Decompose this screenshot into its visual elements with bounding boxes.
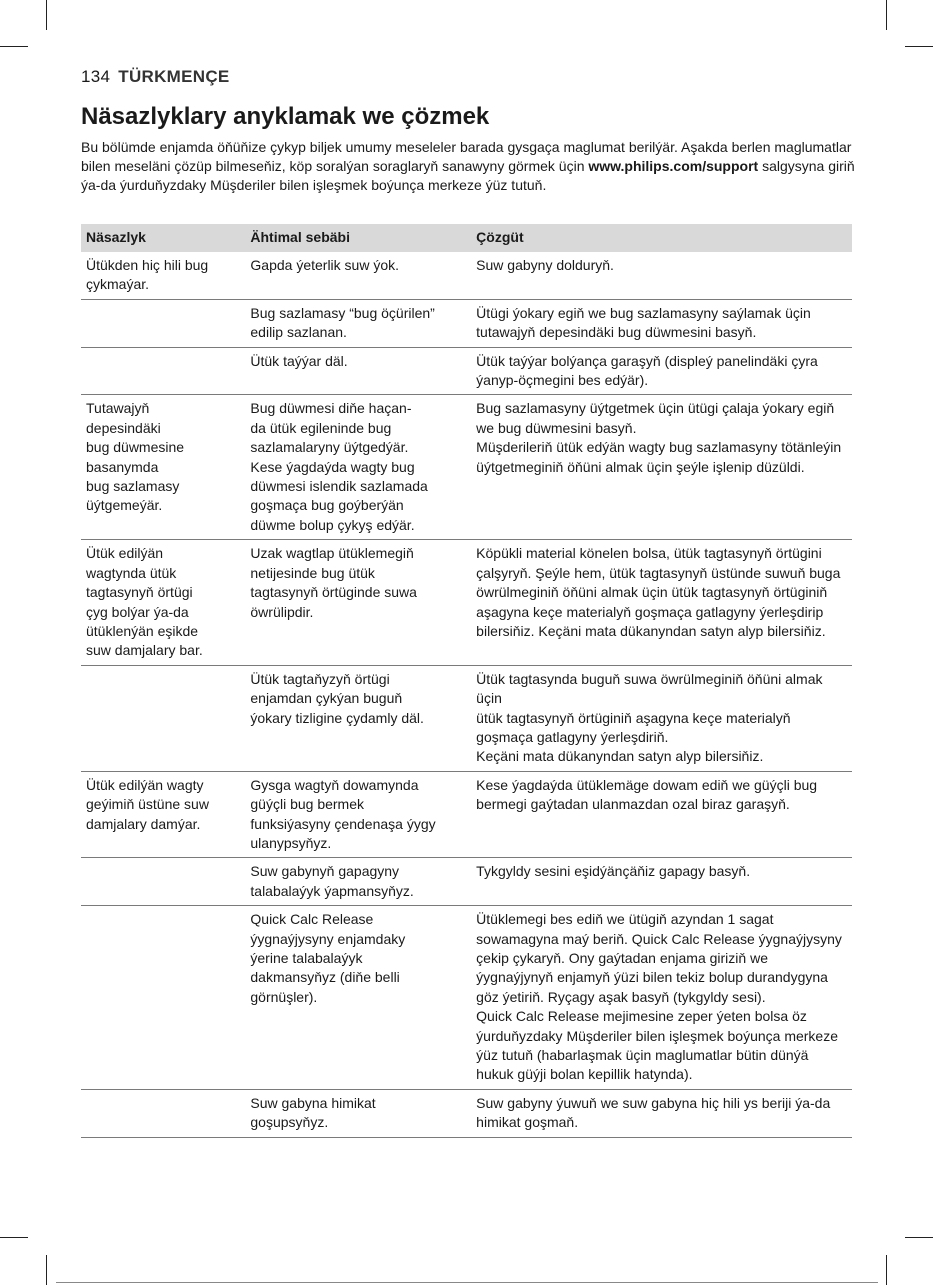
cause-cell: Uzak wagtlap ütüklemegiň netijesinde bug ütük tagtasynyň örtüginde suwa öwrülipdir. (245, 540, 471, 665)
table-row (81, 252, 852, 299)
table-row (81, 347, 852, 395)
page-header (81, 67, 230, 87)
solution-cell: Ütügi ýokary egiň we bug sazlamasyny saýlamak üçin tutawajyň depesindäki bug düwmesini basyň. (471, 299, 852, 347)
table-row (81, 395, 852, 540)
solution-cell: Ütük taýýar bolýança garaşyň (displeý panelindäki çyra ýanyp-öçmegini bes edýär). (471, 347, 852, 395)
crop-mark (886, 0, 887, 30)
problem-cell (81, 1089, 245, 1137)
cause-cell: Bug düwmesi diňe haçan- da ütük egileninde bug sazlamalaryny üýtgedýär. Kese ýagdaýda wagty bug düwmesi islendik sazlamada goşmaça bug goýberýän düwme bolup çykyş edýär. (245, 395, 471, 540)
language-label: TÜRKMENÇE (118, 67, 230, 86)
cause-cell: Suw gabyna himikat goşupsyňyz. (245, 1089, 471, 1137)
page-number: 134 (81, 67, 111, 86)
cause-cell: Quick Calc Release ýygnaýjysyny enjamdaky ýerine talabalaýyk dakmansyňyz (diňe belli görnüşler). (245, 906, 471, 1090)
table-header-row (81, 224, 852, 252)
crop-mark (0, 46, 28, 47)
problem-cell: Ütükden hiç hili bug çykmaýar. (81, 252, 245, 299)
support-link[interactable]: www.philips.com/support (588, 158, 759, 174)
problem-cell (81, 858, 245, 906)
problem-cell (81, 665, 245, 771)
crop-mark (905, 1237, 933, 1238)
table-row (81, 665, 852, 771)
solution-cell: Kese ýagdaýda ütüklemäge dowam ediň we güýçli bug bermegi gaýtadan ulanmazdan ozal biraz garaşyň. (471, 771, 852, 858)
table-row (81, 299, 852, 347)
table-row (81, 540, 852, 665)
problem-cell: Ütük edilýän wagty geýimiň üstüne suw damjalary damýar. (81, 771, 245, 858)
crop-mark (886, 1255, 887, 1285)
table-row (81, 771, 852, 858)
solution-cell: Tykgyldy sesini eşidýänçäňiz gapagy basyň. (471, 858, 852, 906)
intro-text-end: salgysyna giriň ýa-da ýurduňyzdaky Müşderiler bilen işleşmek boýunça merkeze ýüz tutuň. (81, 158, 855, 193)
solution-cell: Ütük tagtasynda buguň suwa öwrülmeginiň öňüni almak üçin ütük tagtasynyň örtüginiň aşagyna keçe materialyň goşmaça gatlagyny ýerleşdiriň. Keçäni mata dükanyndan satyn alyp bilersiňiz. (471, 665, 852, 771)
crop-mark (905, 46, 933, 47)
solution-cell: Ütüklemegi bes ediň we ütügiň azyndan 1 sagat sowamagyna maý beriň. Quick Calc Release ýygnaýjysyny çekip çykaryň. Ony gaýtadan enjama giriziň we ýygnaýjynyň enjamyň ýüzi bilen tekiz bolup durandygyna göz ýetiriň. Ryçagy aşak basyň (tykgyldy sesi). Quick Calc Release mejimesine zeper ýeten bolsa öz ýurduňyzdaky Müşderiler bilen işleşmek boýunça merkeze ýüz tutuň (habarlaşmak üçin maglumatlar bütin dünýä hukuk güýji bolan kepillik hatynda). (471, 906, 852, 1090)
header-problem: Näsazlyk (81, 224, 245, 252)
solution-cell: Bug sazlamasyny üýtgetmek üçin ütügi çalaja ýokary egiň we bug düwmesini basyň. Müşderileriň ütük edýän wagty bug sazlamasyny tötänleýin üýtgetmeginiň öňüni almak üçin şeýle işlenip düzüldi. (471, 395, 852, 540)
solution-cell: Suw gabyny ýuwuň we suw gabyna hiç hili ys beriji ýa-da himikat goşmaň. (471, 1089, 852, 1137)
cause-cell: Gapda ýeterlik suw ýok. (245, 252, 471, 299)
solution-cell: Suw gabyny dolduryň. (471, 252, 852, 299)
cause-cell: Ütük taýýar däl. (245, 347, 471, 395)
table-body (81, 252, 852, 1137)
crop-mark (46, 1255, 47, 1285)
bottom-rule (56, 1282, 878, 1283)
cause-cell: Suw gabynyň gapagyny talabalaýyk ýapmansyňyz. (245, 858, 471, 906)
table-row (81, 858, 852, 906)
table-row (81, 1089, 852, 1137)
crop-mark (46, 0, 47, 30)
page-title: Näsazlyklary anyklamak we çözmek (81, 103, 490, 130)
problem-cell (81, 347, 245, 395)
cause-cell: Ütük tagtaňyzyň örtügi enjamdan çykýan buguň ýokary tizligine çydamly däl. (245, 665, 471, 771)
header-solution: Çözgüt (471, 224, 852, 252)
problem-cell: Tutawajyň depesindäki bug düwmesine basanymda bug sazlamasy üýtgemeýär. (81, 395, 245, 540)
crop-mark (0, 1237, 28, 1238)
problem-cell (81, 906, 245, 1090)
table-row (81, 906, 852, 1090)
intro-text: Bu bölümde enjamda öňüňize çykyp biljek umumy meseleler barada gysgaça maglumat berilýär. Aşakda berlen maglumatlar bilen meseläni çözüp bilmeseňiz, köp soralýan soraglaryň sanawyny görmek üçin (81, 139, 852, 174)
header-cause: Ähtimal sebäbi (245, 224, 471, 252)
cause-cell: Gysga wagtyň dowamynda güýçli bug bermek funksiýasyny çendenaşa ýygy ulanypsyňyz. (245, 771, 471, 858)
problem-cell: Ütük edilýän wagtynda ütük tagtasynyň örtügi çyg bolýar ýa-da ütüklenýän eşikde suw damjalary bar. (81, 540, 245, 665)
cause-cell: Bug sazlamasy “bug öçürilen” edilip sazlanan. (245, 299, 471, 347)
troubleshooting-table (81, 224, 852, 1138)
problem-cell (81, 299, 245, 347)
intro-paragraph (81, 138, 856, 195)
solution-cell: Köpükli material könelen bolsa, ütük tagtasynyň örtügini çalşyryň. Şeýle hem, ütük tagtasynyň üstünde suwuň buga öwrülmeginiň öňüni almak üçin ütük tagtasynyň örtüginiň aşagyna keçe materialyň goşmaça gatlagyny ýerleşdirip bilersiňiz. Keçäni mata dükanyndan satyn alyp bilersiňiz. (471, 540, 852, 665)
